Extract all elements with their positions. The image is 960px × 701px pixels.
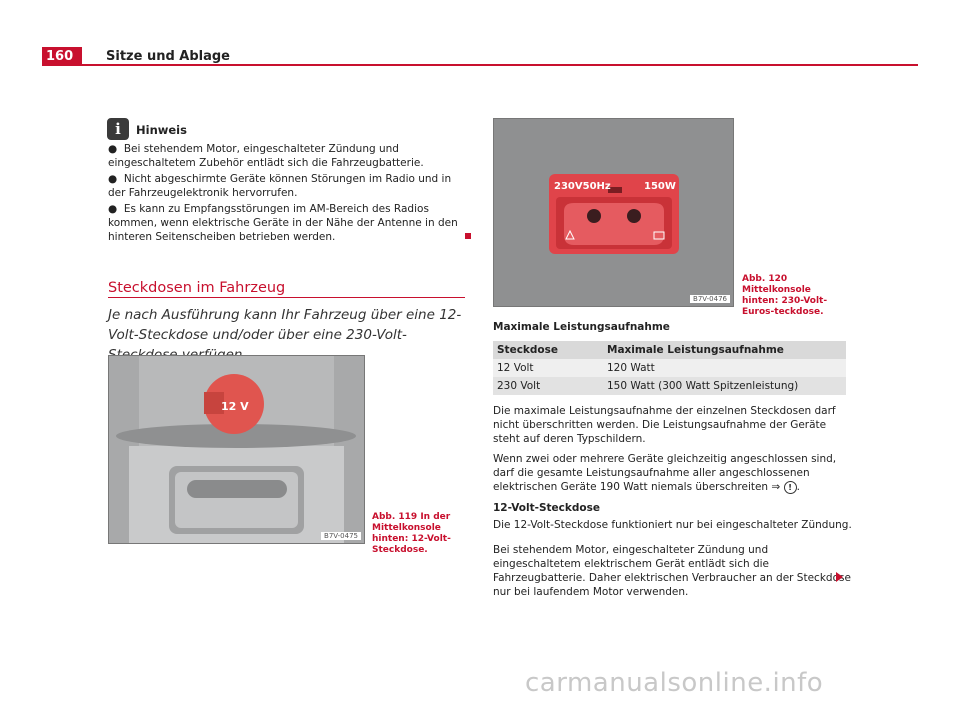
header-rule (42, 64, 918, 66)
table-title: Maximale Leistungsaufnahme (493, 321, 670, 333)
table-header-cell: Steckdose (493, 341, 603, 359)
figure-12v-socket (108, 355, 365, 544)
figure-code: B7V-0475 (321, 532, 361, 540)
note-bullet-text: Nicht abgeschirmte Geräte können Störungen im Radio und in der Fahrzeugelektronik hervorrufen. (108, 173, 452, 199)
table-header-row (493, 341, 846, 359)
figure-230v-socket (493, 118, 734, 307)
figure-119-caption: Abb. 119 In der Mittelkonsole hinten: 12-Volt-Steckdose. (372, 512, 451, 555)
table-cell: 12 Volt (493, 359, 603, 377)
power-label: 150W (644, 181, 676, 192)
table-cell: 150 Watt (300 Watt Spitzenleistung) (603, 377, 846, 395)
figure-code: B7V-0476 (690, 295, 730, 303)
subheading-12v: 12-Volt-Steckdose (493, 502, 600, 514)
figure-12v-illustration (109, 356, 364, 543)
section-title: Steckdosen im Fahrzeug (108, 280, 286, 296)
table-header-cell: Maximale Leistungsaufnahme (603, 341, 846, 359)
info-icon: i (107, 118, 129, 140)
note-bullet-2: ● Nicht abgeschirmte Geräte können Störungen im Radio und in der Fahrzeugelektronik hervorrufen. (108, 173, 452, 199)
figure-120-caption: Abb. 120 Mittelkonsole hinten: 230-Volt-Euros-teckdose. (742, 274, 828, 317)
section-rule (108, 297, 465, 298)
note-bullet-1: ● Bei stehendem Motor, eingeschalteter Zündung und eingeschaltetem Zubehör entlädt sich die Fahrzeugbatterie. (108, 143, 424, 169)
paragraph-battery: Bei stehendem Motor, eingeschalteter Zündung und eingeschaltetem elektrischem Gerät entlädt sich die Fahrzeugbatterie. Daher elektrischen Verbraucher an der Steckdose nur bei laufendem Motor verwenden. (493, 544, 851, 598)
paragraph-12v-ignition: Die 12-Volt-Steckdose funktioniert nur bei eingeschalteter Zündung. (493, 519, 852, 531)
paragraph-text: Wenn zwei oder mehrere Geräte gleichzeitig angeschlossen sind, darf die gesamte Leistungsaufnahme aller angeschlossenen elektrischen Geräte 190 Watt niemals überschreiten ⇒ (493, 453, 837, 493)
table-row (493, 359, 846, 377)
voltage-label: 230V50Hz (554, 181, 611, 192)
power-table (493, 341, 846, 395)
note-bullet-text: Es kann zu Empfangsstörungen im AM-Bereich des Radios kommen, wenn elektrische Geräte in der Nähe der Antenne in den hinteren Seitenscheiben betrieben werden. (108, 203, 458, 243)
figure-230v-illustration (494, 119, 733, 306)
table-cell: 120 Watt (603, 359, 846, 377)
end-marker (465, 233, 471, 239)
socket-label: 12 V (221, 400, 249, 413)
watermark: carmanualsonline.info (525, 668, 824, 698)
chapter-title: Sitze und Ablage (106, 49, 231, 64)
warning-ref-icon[interactable]: ! (784, 481, 797, 494)
note-title: Hinweis (136, 123, 187, 137)
paragraph-combined-power: Wenn zwei oder mehrere Geräte gleichzeitig angeschlossen sind, darf die gesamte Leistungsaufnahme aller angeschlossenen elektrischen Geräte 190 Watt niemals überschreiten ⇒ ! . (493, 453, 837, 493)
table-cell: 230 Volt (493, 377, 603, 395)
table-row (493, 377, 846, 395)
note-bullet-text: Bei stehendem Motor, eingeschalteter Zündung und eingeschaltetem Zubehör entlädt sich die Fahrzeugbatterie. (108, 143, 424, 169)
continue-arrow-icon (836, 572, 843, 582)
paragraph-max-power: Die maximale Leistungsaufnahme der einzelnen Steckdosen darf nicht überschritten werden. Die Leistungsaufnahme der Geräte steht auf deren Typschildern. (493, 405, 836, 445)
note-bullet-3: ● Es kann zu Empfangsstörungen im AM-Bereich des Radios kommen, wenn elektrische Geräte in der Nähe der Antenne in den hinteren Seitenscheiben betrieben werden. (108, 203, 458, 243)
section-intro: Je nach Ausführung kann Ihr Fahrzeug über eine 12-Volt-Steckdose und/oder über eine 230-Volt- (108, 307, 462, 343)
page-number: 160 (42, 47, 82, 66)
